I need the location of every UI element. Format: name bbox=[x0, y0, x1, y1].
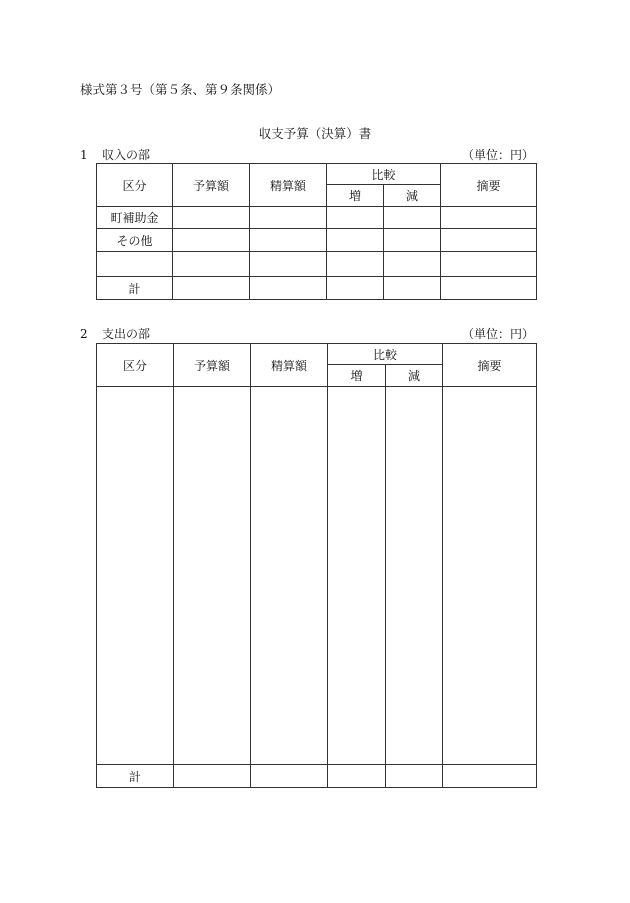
decrease-cell bbox=[384, 229, 441, 252]
expense-table bbox=[96, 343, 537, 788]
header-budget: 予算額 bbox=[173, 164, 250, 207]
budget-cell bbox=[173, 277, 250, 300]
increase-cell bbox=[327, 229, 384, 252]
header-comparison: 比較 bbox=[327, 164, 441, 185]
income-table bbox=[96, 163, 537, 300]
expense-unit-label: （単位：円） bbox=[461, 327, 534, 341]
remarks-cell bbox=[443, 765, 537, 788]
row-category-cell bbox=[97, 387, 174, 765]
budget-cell bbox=[174, 765, 251, 788]
income-section-title bbox=[80, 146, 150, 163]
total-label: 計 bbox=[97, 277, 173, 300]
budget-cell bbox=[174, 387, 251, 765]
table-header-row bbox=[97, 344, 537, 365]
expense-section-title bbox=[80, 325, 150, 342]
form-number: 様式第３号（第５条、第９条関係） bbox=[80, 82, 281, 97]
expense-section-label: 支出の部 bbox=[102, 327, 151, 341]
remarks-cell bbox=[441, 277, 537, 300]
remarks-cell bbox=[441, 229, 537, 252]
header-remarks: 摘要 bbox=[441, 164, 537, 207]
increase-cell bbox=[328, 387, 386, 765]
decrease-cell bbox=[384, 277, 441, 300]
expense-section-number: 2 bbox=[80, 327, 88, 341]
settlement-cell bbox=[251, 387, 328, 765]
budget-cell bbox=[173, 229, 250, 252]
header-remarks: 摘要 bbox=[443, 344, 537, 387]
decrease-cell bbox=[384, 207, 441, 229]
document-title: 収支予算（決算）書 bbox=[258, 126, 372, 141]
header-category: 区分 bbox=[97, 164, 173, 207]
table-row bbox=[97, 252, 537, 277]
header-settlement: 精算額 bbox=[251, 344, 328, 387]
remarks-cell bbox=[441, 252, 537, 277]
income-unit-label: （単位：円） bbox=[461, 148, 534, 162]
settlement-cell bbox=[250, 229, 327, 252]
budget-cell bbox=[173, 207, 250, 229]
increase-cell bbox=[327, 252, 384, 277]
settlement-cell bbox=[250, 207, 327, 229]
header-comparison: 比較 bbox=[328, 344, 443, 365]
row-category-cell: その他 bbox=[97, 229, 173, 252]
increase-cell bbox=[327, 277, 384, 300]
decrease-cell bbox=[384, 252, 441, 277]
header-decrease: 減 bbox=[386, 365, 443, 387]
table-row bbox=[97, 207, 537, 229]
table-row bbox=[97, 229, 537, 252]
header-decrease: 減 bbox=[384, 185, 441, 207]
header-budget: 予算額 bbox=[174, 344, 251, 387]
income-section-number: 1 bbox=[80, 148, 88, 162]
total-label: 計 bbox=[97, 765, 174, 788]
row-category-cell: 町補助金 bbox=[97, 207, 173, 229]
decrease-cell bbox=[386, 765, 443, 788]
table-header-row bbox=[97, 164, 537, 185]
increase-cell bbox=[328, 765, 386, 788]
row-category-cell bbox=[97, 252, 173, 277]
settlement-cell bbox=[250, 252, 327, 277]
settlement-cell bbox=[250, 277, 327, 300]
header-increase: 増 bbox=[328, 365, 386, 387]
header-settlement: 精算額 bbox=[250, 164, 327, 207]
budget-cell bbox=[173, 252, 250, 277]
table-row bbox=[97, 387, 537, 765]
income-section-label: 収入の部 bbox=[102, 148, 151, 162]
remarks-cell bbox=[443, 387, 537, 765]
total-row bbox=[97, 277, 537, 300]
header-category: 区分 bbox=[97, 344, 174, 387]
increase-cell bbox=[327, 207, 384, 229]
settlement-cell bbox=[251, 765, 328, 788]
decrease-cell bbox=[386, 387, 443, 765]
total-row bbox=[97, 765, 537, 788]
header-increase: 増 bbox=[327, 185, 384, 207]
remarks-cell bbox=[441, 207, 537, 229]
